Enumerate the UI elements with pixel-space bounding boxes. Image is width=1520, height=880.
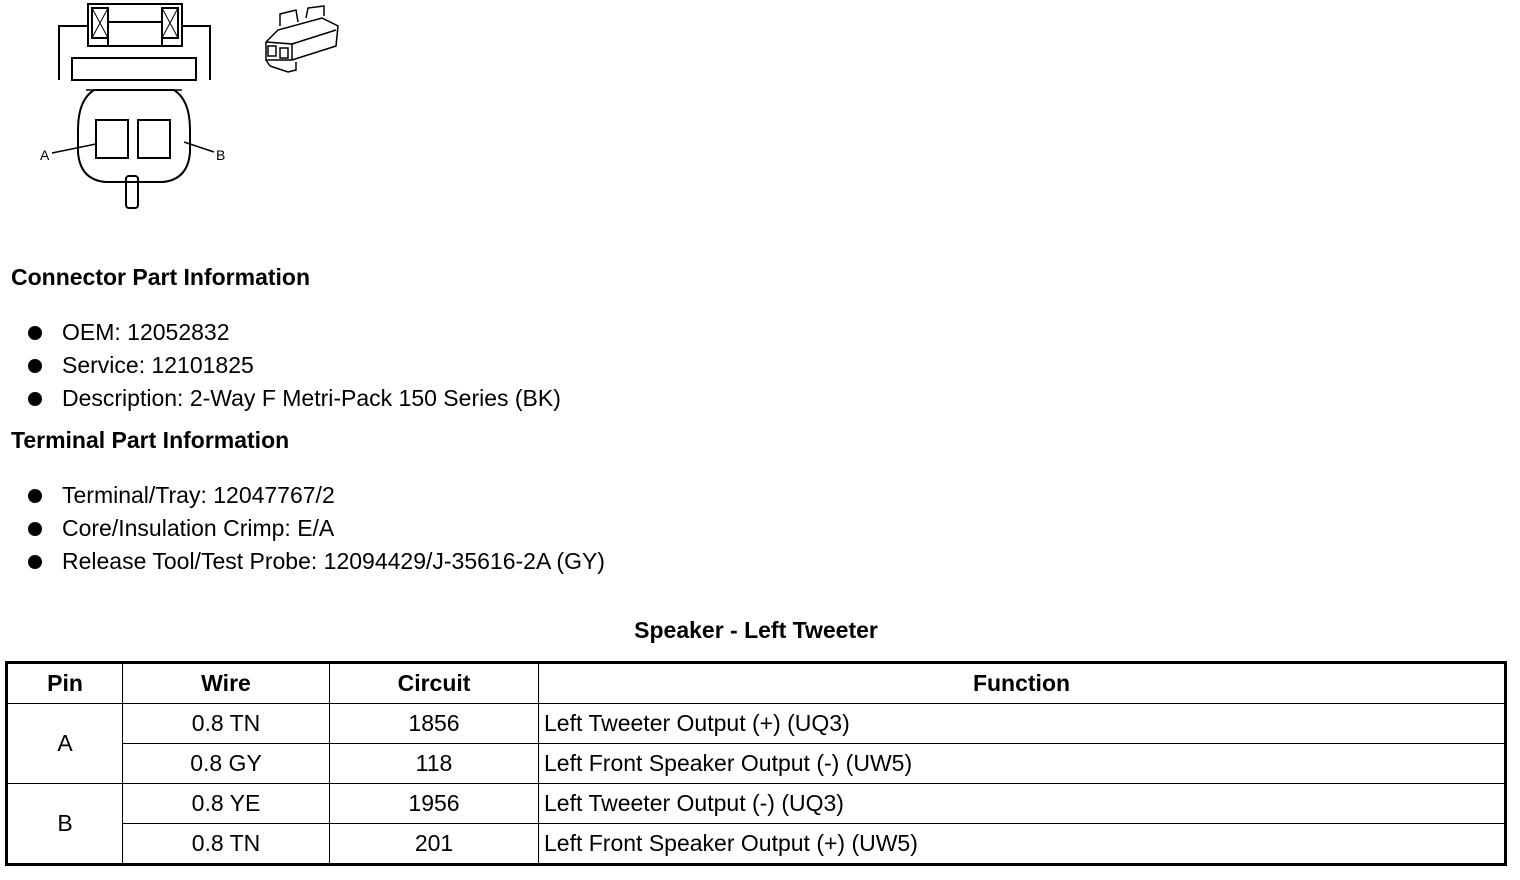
pinout-table-title: Speaker - Left Tweeter	[634, 617, 878, 643]
table-row	[7, 704, 1506, 744]
circuit-cell: 201	[330, 824, 539, 865]
circuit-cell: 1956	[330, 784, 539, 824]
bullet-icon	[28, 489, 42, 503]
list-item: OEM: 12052832	[26, 316, 561, 349]
wire-cell: 0.8 TN	[123, 824, 330, 865]
wire-cell: 0.8 TN	[123, 704, 330, 744]
connector-iso-thumbnail	[266, 6, 338, 72]
pin-label-a: A	[40, 147, 50, 163]
list-item: Description: 2-Way F Metri-Pack 150 Series (BK)	[26, 382, 561, 415]
terminal-part-info-heading: Terminal Part Information	[11, 427, 290, 453]
list-item: Service: 12101825	[26, 349, 561, 382]
connector-key	[126, 176, 138, 208]
table-header-row	[7, 663, 1506, 704]
function-cell: Left Tweeter Output (-) (UQ3)	[539, 784, 1506, 824]
bullet-icon	[28, 522, 42, 536]
bullet-icon	[28, 359, 42, 373]
function-cell: Left Tweeter Output (+) (UQ3)	[539, 704, 1506, 744]
header-wire: Wire	[123, 663, 330, 704]
table-row	[7, 784, 1506, 824]
circuit-cell: 118	[330, 744, 539, 784]
connector-latch	[59, 4, 210, 80]
connector-body	[78, 90, 190, 182]
list-item: Core/Insulation Crimp: E/A	[26, 512, 605, 545]
connector-face-drawing	[30, 0, 350, 215]
table-row	[7, 824, 1506, 865]
terminal-part-info-list	[26, 479, 605, 578]
list-item: Release Tool/Test Probe: 12094429/J-35616-2A (GY)	[26, 545, 605, 578]
table-row	[7, 744, 1506, 784]
header-function: Function	[539, 663, 1506, 704]
pin-cell: B	[7, 784, 123, 865]
function-cell: Left Front Speaker Output (+) (UW5)	[539, 824, 1506, 865]
bullet-icon	[28, 555, 42, 569]
bullet-icon	[28, 326, 42, 340]
cavity-b	[138, 120, 170, 158]
pin-cell: A	[7, 704, 123, 784]
circuit-cell: 1856	[330, 704, 539, 744]
pinout-table	[5, 661, 1507, 866]
list-item: Terminal/Tray: 12047767/2	[26, 479, 605, 512]
connector-part-info-heading: Connector Part Information	[11, 264, 311, 290]
connector-part-info-list	[26, 316, 561, 415]
bullet-icon	[28, 392, 42, 406]
wire-cell: 0.8 YE	[123, 784, 330, 824]
function-cell: Left Front Speaker Output (-) (UW5)	[539, 744, 1506, 784]
header-circuit: Circuit	[330, 663, 539, 704]
pin-label-b: B	[216, 147, 226, 163]
cavity-a	[96, 120, 128, 158]
header-pin: Pin	[7, 663, 123, 704]
wire-cell: 0.8 GY	[123, 744, 330, 784]
